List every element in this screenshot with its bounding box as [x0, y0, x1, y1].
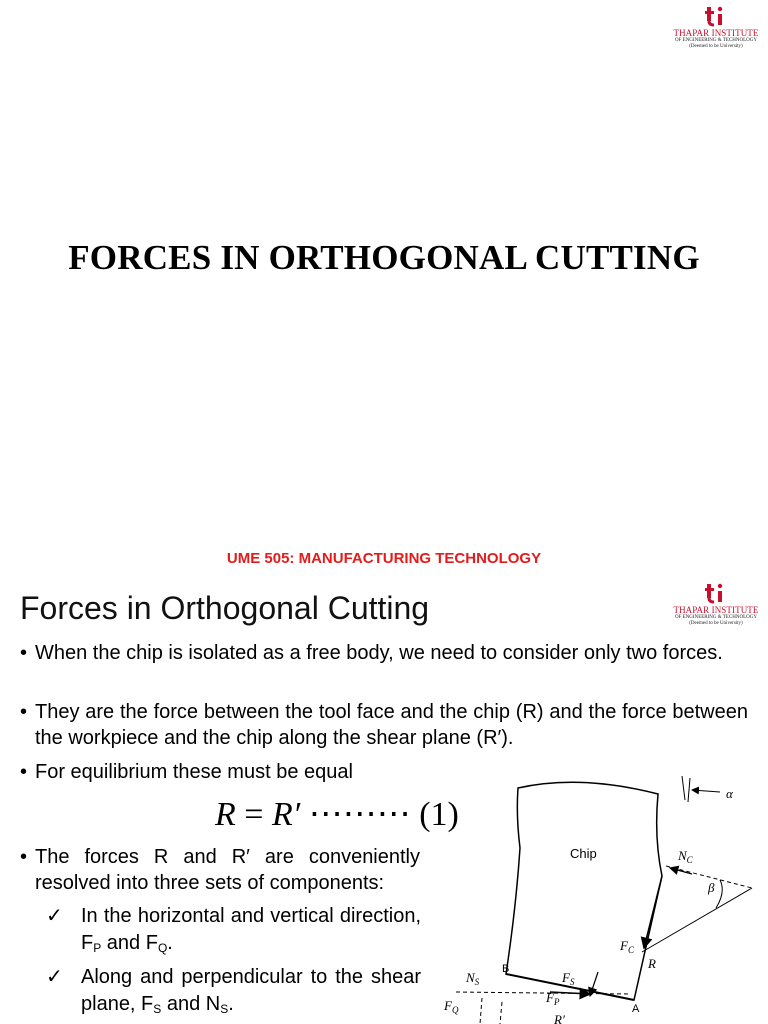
bullet-dot: • [20, 642, 28, 664]
nc-arrow [670, 868, 692, 874]
check-text-part: . [167, 932, 173, 954]
logo-deemed: (Deemed to be University) [689, 621, 743, 626]
tool-line [682, 776, 685, 800]
course-name: UME 505: MANUFACTURING TECHNOLOGY [226, 550, 542, 567]
fs-label [561, 970, 575, 987]
fc-arrow [644, 876, 662, 948]
fs-symbol: F [562, 970, 570, 985]
bullet-dot: • [20, 846, 28, 868]
nc-label [677, 848, 694, 865]
fs-sub: S [569, 977, 575, 987]
force-diagram [430, 768, 768, 1024]
check-text [81, 964, 421, 1018]
bullet-dot: • [20, 701, 28, 723]
vertical-dash [480, 998, 482, 1024]
nc-symbol: N [678, 848, 687, 863]
subscript: S [153, 1002, 162, 1016]
bullet-text: When the chip is isolated as a free body, we need to consider only two forces. [35, 642, 723, 664]
eq-dots: ⋯⋯⋯ [308, 796, 411, 833]
logo-deemed: (Deemed to be University) [689, 44, 743, 49]
check-text-part: and F [101, 932, 158, 954]
eq-sign: = [244, 796, 264, 833]
a-label: A [632, 1003, 640, 1015]
chip-outline [506, 782, 662, 1000]
fc-label [619, 938, 635, 955]
nc-sub: C [686, 855, 693, 865]
check-text-part: and N [161, 993, 221, 1015]
bullet-text: They are the force between the tool face and the chip (R) and the force between the workpiece and the chip along the shear plane (R′). [35, 701, 748, 749]
check-text-part: Along and perpendicular to the shear plane, F [81, 966, 421, 1015]
rprime-label: R′ [554, 1012, 565, 1024]
logo-subtitle: OF ENGINEERING & TECHNOLOGY [675, 615, 757, 620]
subscript: P [93, 941, 102, 955]
check-text [81, 903, 421, 957]
slide2-title: Forces in Orthogonal Cutting [20, 590, 430, 626]
bullet-text: The forces R and R′ are conveniently resolved into three sets of components: [35, 846, 420, 894]
subscript: S [220, 1002, 229, 1016]
alpha-arrow [692, 790, 720, 792]
ns-label [465, 970, 480, 987]
check-text-part: . [228, 993, 234, 1015]
eq-lhs: R [215, 796, 236, 833]
bullet-text: For equilibrium these must be equal [35, 761, 353, 783]
check-icon: ✓ [46, 905, 63, 927]
beta-label: β [708, 880, 715, 895]
subscript: Q [157, 941, 168, 955]
fq-symbol: F [444, 998, 452, 1013]
thapar-logo-icon [705, 5, 727, 27]
fq-sub: Q [451, 1005, 459, 1015]
fq-label [443, 998, 459, 1015]
ns-sub: S [474, 977, 480, 987]
vertical-dash [500, 1002, 502, 1024]
check-icon: ✓ [46, 966, 63, 988]
thapar-logo-2 [666, 582, 766, 627]
slide-title: FORCES IN ORTHOGONAL CUTTING [68, 238, 700, 277]
logo-name: THAPAR INSTITUTE [673, 28, 759, 38]
thapar-logo [666, 5, 766, 50]
check-text-part: In the horizontal and vertical direction, F [81, 905, 421, 954]
fc-symbol: F [620, 938, 628, 953]
tool-line [688, 778, 690, 802]
r-line [642, 888, 752, 952]
thapar-logo-icon [705, 582, 727, 604]
beta-arc [716, 880, 722, 908]
eq-number: (1) [419, 796, 459, 833]
eq-rhs: R′ [271, 796, 301, 833]
fc-sub: C [627, 945, 634, 955]
ns-symbol: N [466, 970, 475, 985]
logo-subtitle: OF ENGINEERING & TECHNOLOGY [675, 38, 757, 43]
bullet-dot: • [20, 761, 28, 783]
b-label: B [502, 963, 510, 975]
alpha-label: α [726, 786, 733, 801]
chip-label: Chip [570, 846, 597, 861]
fp-symbol: F [546, 990, 554, 1005]
fp-sub: P [553, 997, 560, 1007]
r-label: R [648, 956, 656, 971]
fp-arrow [550, 992, 590, 994]
logo-name: THAPAR INSTITUTE [673, 605, 759, 615]
equation-1 [215, 794, 459, 834]
